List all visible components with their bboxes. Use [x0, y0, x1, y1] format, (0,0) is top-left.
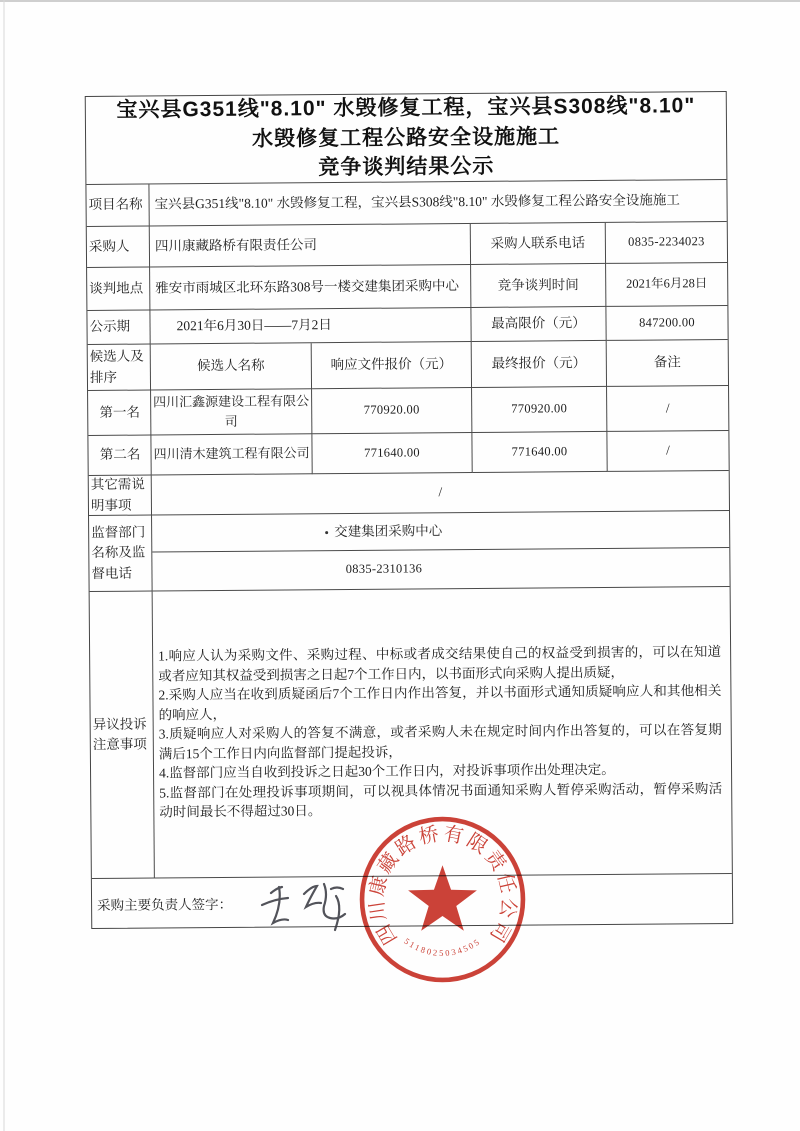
publicity-period-label: 公示期	[87, 311, 150, 345]
signature-label: 采购主要负责人签字：	[97, 896, 233, 913]
supervision-department-cell	[152, 511, 729, 553]
negotiation-time-value: 2021年6月28日	[606, 263, 727, 307]
doc-price-header: 响应文件报价（元）	[312, 342, 472, 389]
final-price-header: 最终报价（元）	[472, 341, 607, 388]
negotiation-venue-value: 雅安市雨城区北环东路308号一楼交建集团采购中心	[150, 265, 471, 311]
title-line-3: 竞争谈判结果公示	[318, 155, 495, 180]
max-price-value: 847200.00	[606, 306, 727, 341]
max-price-label: 最高限价（元）	[471, 307, 606, 342]
other-notes-value: /	[152, 471, 729, 516]
objection-label: 异议投诉注意事项	[90, 591, 155, 878]
company-seal	[354, 811, 531, 988]
negotiation-venue-label: 谈判地点	[87, 268, 150, 311]
objection-item-5: 5.监督部门在处理投诉事项期间，可以视具体情况书面通知采购人暂停采购活动，暂停采购活动时间最长不得超过30日。	[159, 780, 723, 820]
objection-item-1: 1.响应人认为采购文件、采购过程、中标或者成交结果使自己的权益受到损害的，可以在知道或者应知其权益受到损害之日起7个工作日内，以书面形式向采购人提出质疑，	[158, 644, 722, 684]
supervision-label: 监督部门名称及监督电话	[89, 515, 153, 591]
negotiation-time-label: 竞争谈判时间	[471, 264, 606, 308]
result-announcement-table	[85, 91, 734, 929]
ink-dot	[325, 531, 328, 534]
other-notes-label: 其它需说明事项	[89, 475, 152, 515]
seal-star	[408, 865, 477, 930]
candidates-name-header: 候选人名称	[151, 343, 312, 390]
candidate-2-name: 四川清木建筑工程有限公司	[151, 434, 312, 475]
objection-item-2: 2.采购人应当在收到质疑函后7个工作日内作出答复，并以书面形式通知质疑响应人和其他相关的响应人，	[158, 683, 722, 723]
candidate-1-rank: 第一名	[88, 391, 151, 436]
supervision-department-text: 交建集团采购中心	[334, 522, 443, 539]
purchaser-value: 四川康藏路桥有限责任公司	[150, 224, 471, 268]
seal-serial: 5118025034505	[402, 935, 483, 958]
title-line-1: 宝兴县G351线"8.10" 水毁修复工程，宝兴县S308线"8.10"	[116, 94, 696, 123]
title-line-2: 水毁修复工程公路安全设施施工	[251, 125, 561, 151]
supervision-phone-cell	[152, 548, 729, 592]
candidate-2-doc-price: 771640.00	[312, 433, 472, 474]
supervision-phone: 0835-2310136	[345, 561, 423, 577]
publicity-period-value: 2021年6月30日——7月2日	[150, 308, 471, 345]
candidate-1-remark: /	[607, 386, 728, 432]
objection-item-4: 4.监督部门应当自收到投诉之日起30个工作日内，对投诉事项作出处理决定。	[158, 762, 615, 781]
supervision-department	[325, 521, 442, 543]
candidate-1-name: 四川汇鑫源建设工程有限公司	[151, 389, 312, 435]
candidate-1-final-price: 770920.00	[472, 387, 607, 433]
candidates-rank-header: 候选人及排序	[88, 345, 151, 391]
document-title	[86, 92, 727, 185]
candidate-1-doc-price: 770920.00	[312, 388, 472, 434]
purchaser-label: 采购人	[87, 227, 150, 268]
candidate-2-final-price: 771640.00	[472, 432, 607, 473]
scan-edge-top	[0, 0, 800, 2]
project-name-label: 项目名称	[86, 185, 149, 227]
purchaser-phone-label: 采购人联系电话	[471, 223, 606, 265]
seal-company-text: 四川康藏路桥有限责任公司	[366, 823, 519, 948]
signature-handwriting	[256, 876, 360, 938]
objection-item-3: 3.质疑响应人对采购人的答复不满意，或者采购人未在规定时间内作出答复的，可以在答复期满后15个工作日内向监督部门提起投诉，	[158, 722, 722, 762]
candidate-2-rank: 第二名	[88, 435, 151, 475]
scan-edge-left	[3, 0, 5, 1131]
candidate-2-remark: /	[607, 431, 728, 472]
project-name-value: 宝兴县G351线"8.10" 水毁修复工程，宝兴县S308线"8.10" 水毁修复工程公路安全设施施工	[149, 180, 726, 227]
purchaser-phone-value: 0835-2234023	[606, 222, 727, 264]
remark-header: 备注	[607, 340, 728, 387]
